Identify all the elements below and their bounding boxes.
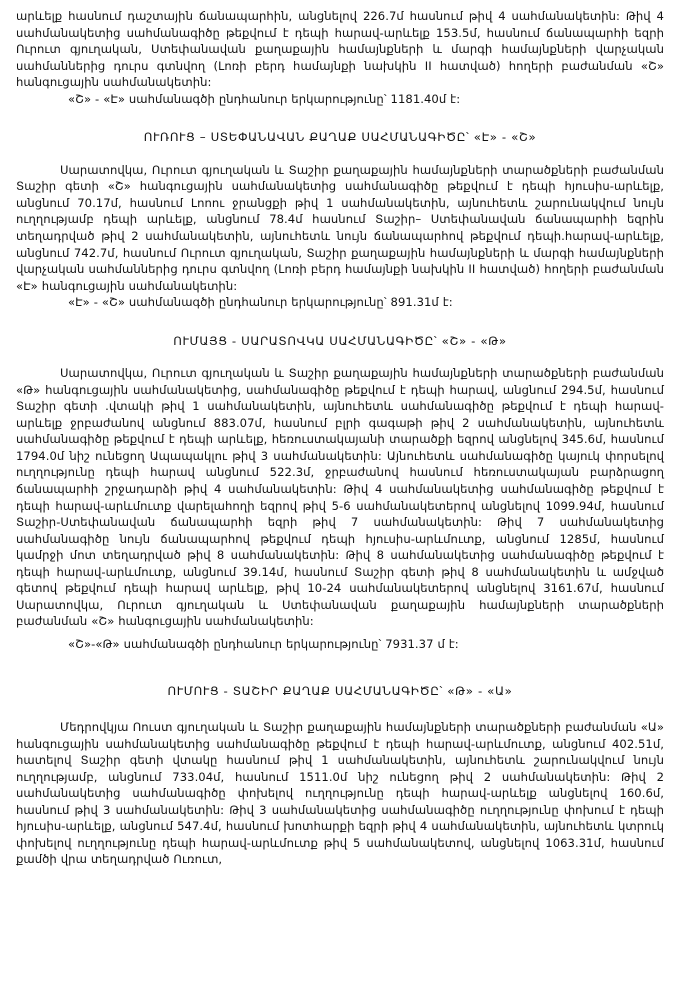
spacer xyxy=(16,653,664,683)
paragraph-saratovka-description: Սարատովկա, Ուրուտ գյուղական և Տաշիր քաղաքային համայնքների տարածքների բաժանման «Թ» հանգուցային սահմանակետից, սահմանագիծը թեքվում է դեպի հարավ, անցնում 294.5մ, հասնում Տաշիր գետի .վտակի թիվ 1 սահմանակետին, այնուհետև սահմանագիծը թեքվում է դեպի հարավ-արևելք ջրբաժանով անցնում 883.07մ, հասնում բլրի գագաթի թիվ 2 սահմանակետին, այնուհետև սահմանագիծը թեքվում է դեպի արևելք, հեռուստակայանի տարածքի եզրով անցնելով 345.6մ, հասնում 1794.0մ նիշ ունեցող Ապապակլու թիվ 3 սահմանակետին: Այնուհետև սահմանագիծը կայուկ փորսելով ուղղությունը դեպի հարավ անցնում 522.3մ, ջրբաժանով հասնում հեռուստակայան բարձրացող ճանապարհի շրջադարձի թիվ 4 սահմանակետին: Թիվ 4 սահմանակետից սահմանագիծը թեքվում է դեպի հարավ-արևմուտք վարելահողի եզրով թիվ 5-6 սահմանակետերով անցնելով 1099.94մ, հասնում Տաշիր-Ստեփանավան ճանապարհի եզրի թիվ 7 սահմանակետին: Թիվ 7 սահմանակետից սահմանագիծը նույն ճանապարհով թեքվում դեպի հյուսիս-արևմուտք, անցնում 1285մ, հասնում կամրջի մոտ տեղադրված թիվ 8 սահմանակետին: Թիվ 8 սահմանակետից սահմանագիծը թեքվում է դեպի հարավ-արևմուտք, անցնում 39.14մ, հասնում Տաշիր գետի թիվ 8 սահմանակետին և ամջված գետով թեքվում դեպի հարավ արևելք, թիվ 10-24 սահմանակետերով անցնելով 3161.67մ, հասնում Սարատովկա, Ուրուտ գյուղական և Ստեփանավան քաղաքային համայնքների տարածքների բաժանման «Շ» հանգուցային սահմանակետին: xyxy=(16,366,664,629)
boundary-length-statement-2: «Է» - «Շ» սահմանագծի ընդհանուր երկարությունը՝ 891.31մ է: xyxy=(68,295,453,310)
spacer xyxy=(16,311,664,333)
spacer xyxy=(16,146,664,162)
boundary-length-statement-1: «Շ» - «Է» սահմանագծի ընդհանուր երկարությունը՝ 1181.40մ է: xyxy=(68,91,461,106)
spacer xyxy=(16,107,664,129)
section-heading-umayts-saratovka: ՈՒՄԱՅՑ - ՍԱՐԱՏՈՎԿԱ ՍԱՀՄԱՆԱԳԻԾԸ՝ «Շ» - «Թ» xyxy=(173,333,507,348)
spacer xyxy=(16,699,664,719)
paragraph-tashir-description: Մեդրովկյա Ոուստ գյուղական և Տաշիր քաղաքային համայնքների տարածքների բաժանման «Ա» հանգուցային սահմանակետից սահմանագիծը թեքվում է դեպի հարավ-արևմուտք, անցնում 402.51մ, հատելով Տաշիր գետի վտակը հասնում թիվ 1 սահմանակետին, այնուհետև շարունակվում նույն ուղղությամբ, անցնում 733.04մ, հասնում 1511.0մ նիշ ունեցող թիվ 2 սահմանակետին: Թիվ 2 սահմանակետից սահմանագիծը փոխելով ուղղությունը դեպի հարավ-արևելք անցնելով 160.6մ, հասնում թիվ 3 սահմանակետին: Թիվ 3 սահմանակետից սահմանագիծը ուղղությունը փոխում է դեպի հյուսիս-արևելք, անցնում 547.4մ, հասնում խոտհարքի եզրի թիվ 4 սահմանակետին, այնուհետև կտրուկ փոխելով ուղղությունը դեպի հարավ-արևմուտք թիվ 5 սահմանակետով, անցնելով 1063.31մ, հասնում քամծի վրա տեղադրված Ուռուտ, xyxy=(16,720,664,867)
spacer xyxy=(16,349,664,365)
section-heading-urut-stepanavan: ՈՒՌՈՒՑ – ՍՏԵՓԱՆԱՎԱՆ ՔԱՂԱՔ ՍԱՀՄԱՆԱԳԻԾԸ՝ «Է» - «Շ» xyxy=(143,130,537,145)
section-heading-umuts-tashir: ՈՒՄՈՒՑ - ՏԱՇԻՐ ՔԱՂԱՔ ՍԱՀՄԱՆԱԳԻԾԸ՝ «Թ» - «Ա» xyxy=(167,683,513,698)
paragraph-continuation: արևելք հասնում դաշտային ճանապարհին, անցնելով 226.7մ հասնում թիվ 4 սահմանակետին: Թիվ 4 սահմանակետից սահմանագիծը թեքվում է դեպի հարավ-արևելք 153.5մ, հասնում ճանապարհի եզրի Ուրուտ գյուղական, Ստեփանավան քաղաքային համայնքների և մարգի համայնքների վարչական սահմաններից դուրս գտնվող (Լոռի բերդ համայնքի նախկին II հատված) հողերի բաժանման «Շ» հանգուցային սահմանակետին: xyxy=(16,9,664,90)
paragraph-urut-stepanavan-description: Սարատովկա, Ուրուտ գյուղական և Տաշիր քաղաքային համայնքների տարածքների բաժանման Տաշիր գետի «Շ» հանգուցային սահմանակետից սահմանագիծը թեքվում է դեպի հյուսիս-արևելք, անցնում 70.17մ, հասնում Լոոու ջրանցքի թիվ 1 սահմանակետին, այնուհետև շարունակվում նույն ուղղությամբ դեպի արևելք, անցնում 78.4մ հասնում Տաշիր– Ստեփանավան ճանապարհի եզրին տեղադրված թիվ 2 սահմանակետին, այնուհետև նույն ճանապարհով թեքվում դեպի.հարավ-արևելք, անցնում 742.7մ, հասնում Ուրուտ գյուղական, Տաշիր քաղաքային համայնքների և մարգի համայնքների վարչական սահմաններից դուրս գտնվող (Լոռի բերդ համայնքի նախկին II հատված) հողերի բաժանման «Է» հանգուցային սահմանակետին: xyxy=(16,162,664,293)
boundary-length-statement-3: «Շ»-«Թ» սահմանագծի ընդհանուր երկարությունը՝ 7931.37 մ է: xyxy=(68,636,459,651)
